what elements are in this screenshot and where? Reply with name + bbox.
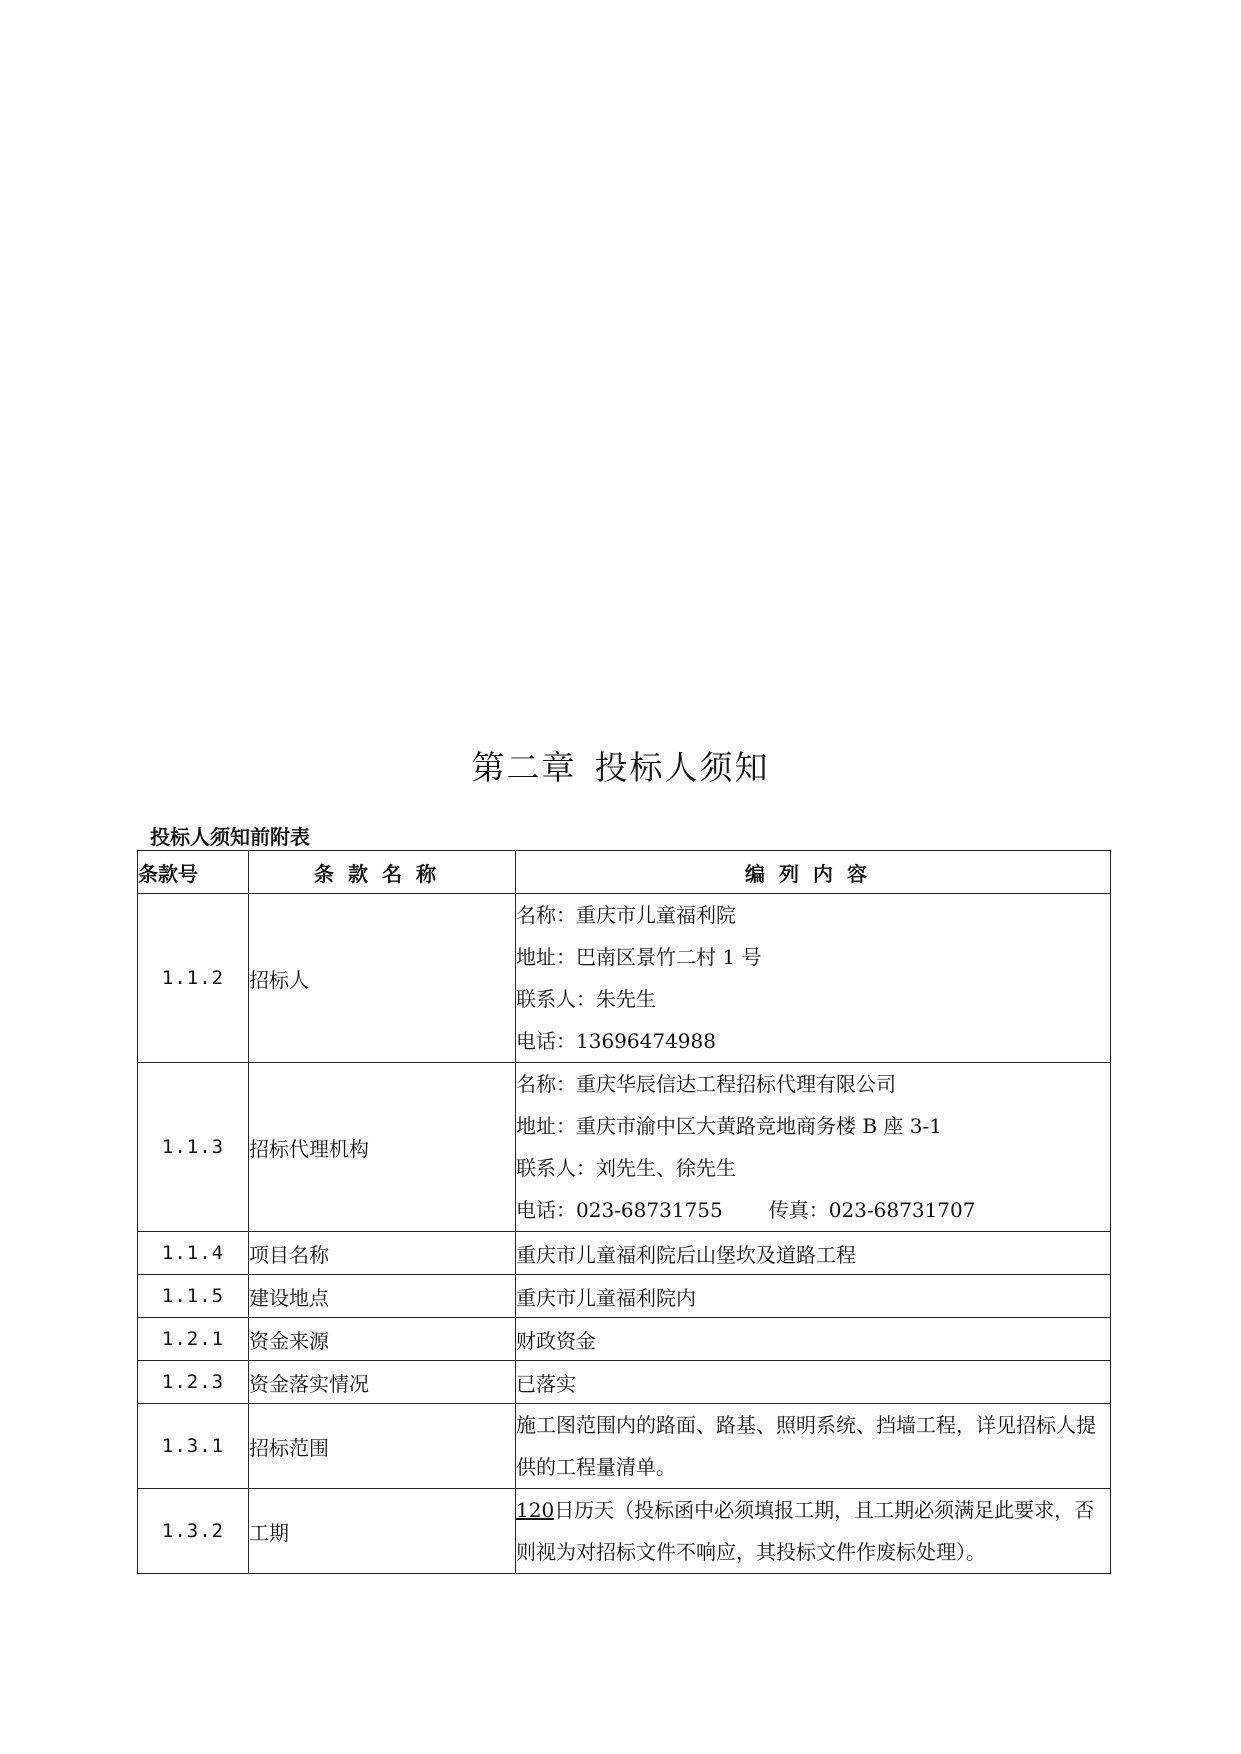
clause-content: 财政资金 <box>516 1318 1111 1361</box>
content-line: 联系人：刘先生、徐先生 <box>516 1156 736 1180</box>
clause-content <box>516 1404 1111 1489</box>
clause-name: 建设地点 <box>249 1275 516 1318</box>
content-line <box>516 1189 1110 1231</box>
clause-name: 招标代理机构 <box>249 1063 516 1232</box>
clause-number: 1.1.2 <box>138 894 249 1063</box>
table-row <box>138 1489 1111 1574</box>
agency-phone: 电话：023-68731755 <box>516 1198 723 1222</box>
clause-content <box>516 1489 1111 1574</box>
content-line: 地址：重庆市渝中区大黄路竞地商务楼 B 座 3-1 <box>516 1114 942 1138</box>
clause-name: 资金落实情况 <box>249 1361 516 1404</box>
chapter-name: 投标人须知 <box>594 748 770 787</box>
table-header-row <box>138 851 1111 894</box>
header-number: 条款号 <box>138 851 249 894</box>
clause-number: 1.1.3 <box>138 1063 249 1232</box>
clause-content <box>516 894 1111 1063</box>
clause-number: 1.2.1 <box>138 1318 249 1361</box>
clause-number: 1.1.4 <box>138 1232 249 1275</box>
table-row <box>138 1232 1111 1275</box>
agency-fax: 传真：023-68731707 <box>768 1198 976 1222</box>
duration-text: 日历天（投标函中必须填报工期，且工期必须满足此要求，否则视为对招标文件不响应，其投标文件作废标处理）。 <box>516 1498 1095 1564</box>
chapter-number: 第二章 <box>471 748 577 787</box>
table-row <box>138 894 1111 1063</box>
clause-content: 已落实 <box>516 1361 1111 1404</box>
content-line: 地址：巴南区景竹二村 1 号 <box>516 945 762 969</box>
content-paragraph <box>516 1489 1110 1573</box>
content-line: 名称：重庆市儿童福利院 <box>516 903 736 927</box>
content-line: 名称：重庆华辰信达工程招标代理有限公司 <box>516 1072 896 1096</box>
content-line: 联系人：朱先生 <box>516 987 656 1011</box>
instructions-appendix-table <box>137 850 1111 1574</box>
clause-name: 工期 <box>249 1489 516 1574</box>
table-row <box>138 1063 1111 1232</box>
clause-content <box>516 1063 1111 1232</box>
header-content: 编列内容 <box>516 851 1111 894</box>
clause-name: 招标人 <box>249 894 516 1063</box>
content-line: 电话：13696474988 <box>516 1029 716 1053</box>
clause-name: 招标范围 <box>249 1404 516 1489</box>
clause-number: 1.3.1 <box>138 1404 249 1489</box>
clause-content: 重庆市儿童福利院后山堡坎及道路工程 <box>516 1232 1111 1275</box>
chapter-title <box>0 742 1241 802</box>
table-row <box>138 1275 1111 1318</box>
content-paragraph: 施工图范围内的路面、路基、照明系统、挡墙工程，详见招标人提供的工程量清单。 <box>516 1413 1096 1479</box>
clause-number: 1.2.3 <box>138 1361 249 1404</box>
table-row <box>138 1404 1111 1489</box>
clause-number: 1.1.5 <box>138 1275 249 1318</box>
header-name: 条款名称 <box>249 851 516 894</box>
duration-days: 120 <box>516 1498 555 1522</box>
table-row <box>138 1318 1111 1361</box>
clause-number: 1.3.2 <box>138 1489 249 1574</box>
clause-content: 重庆市儿童福利院内 <box>516 1275 1111 1318</box>
table-caption: 投标人须知前附表 <box>150 825 310 849</box>
clause-name: 资金来源 <box>249 1318 516 1361</box>
table-row <box>138 1361 1111 1404</box>
clause-name: 项目名称 <box>249 1232 516 1275</box>
